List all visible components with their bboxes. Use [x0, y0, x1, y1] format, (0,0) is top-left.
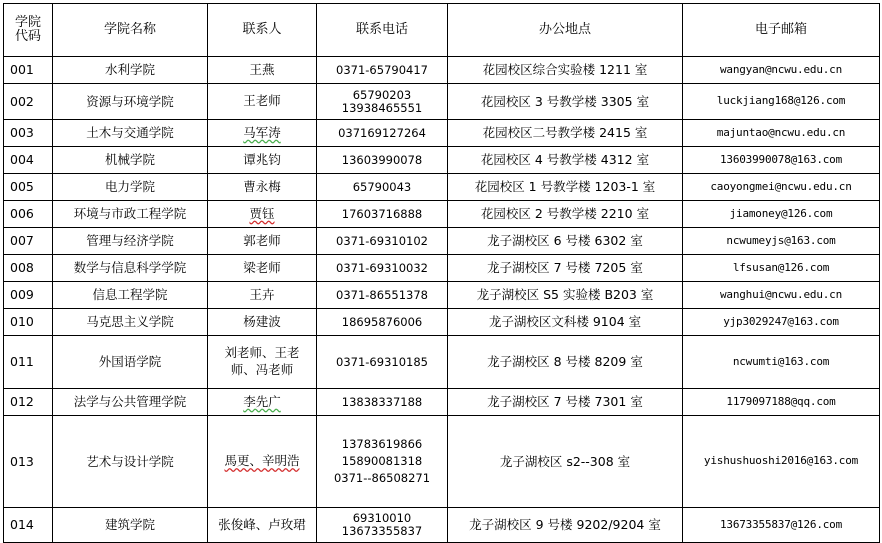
cell-email: jiamoney@126.com: [683, 201, 880, 228]
header-email: 电子邮箱: [683, 4, 880, 57]
cell-phone: 18695876006: [317, 309, 448, 336]
cell-code: 001: [4, 57, 53, 84]
cell-email: majuntao@ncwu.edu.cn: [683, 120, 880, 147]
cell-email: caoyongmei@ncwu.edu.cn: [683, 174, 880, 201]
cell-phone: 17603716888: [317, 201, 448, 228]
cell-name: 建筑学院: [53, 508, 208, 543]
cell-contact: 郭老师: [208, 228, 317, 255]
cell-code: 008: [4, 255, 53, 282]
cell-office: 花园校区 3 号教学楼 3305 室: [448, 84, 683, 120]
cell-phone: 0371-69310032: [317, 255, 448, 282]
cell-name: 电力学院: [53, 174, 208, 201]
cell-contact: 谭兆钧: [208, 147, 317, 174]
cell-office: 龙子湖校区文科楼 9104 室: [448, 309, 683, 336]
cell-contact: 张俊峰、卢玫珺: [208, 508, 317, 543]
cell-office: 龙子湖校区 7 号楼 7301 室: [448, 389, 683, 416]
cell-code: 014: [4, 508, 53, 543]
cell-email: lfsusan@126.com: [683, 255, 880, 282]
table-row: [4, 416, 880, 508]
cell-name: 机械学院: [53, 147, 208, 174]
cell-phone: 13603990078: [317, 147, 448, 174]
table-row: [4, 255, 880, 282]
cell-office: 龙子湖校区 8 号楼 8209 室: [448, 336, 683, 389]
cell-code: 007: [4, 228, 53, 255]
cell-code: 006: [4, 201, 53, 228]
cell-office: 花园校区二号教学楼 2415 室: [448, 120, 683, 147]
header-phone: 联系电话: [317, 4, 448, 57]
cell-email: ncwumeyjs@163.com: [683, 228, 880, 255]
cell-code: 009: [4, 282, 53, 309]
cell-contact: 杨建波: [208, 309, 317, 336]
cell-phone: 69310010 13673355837: [317, 508, 448, 543]
cell-office: 花园校区 4 号教学楼 4312 室: [448, 147, 683, 174]
cell-code: 005: [4, 174, 53, 201]
cell-name: 资源与环境学院: [53, 84, 208, 120]
table-row: [4, 508, 880, 543]
cell-email: luckjiang168@126.com: [683, 84, 880, 120]
cell-phone: 0371-65790417: [317, 57, 448, 84]
cell-name: 土木与交通学院: [53, 120, 208, 147]
cell-office: 龙子湖校区 S5 实验楼 B203 室: [448, 282, 683, 309]
cell-contact: 贾钰: [208, 201, 317, 228]
cell-name: 马克思主义学院: [53, 309, 208, 336]
table-row: [4, 201, 880, 228]
header-name: 学院名称: [53, 4, 208, 57]
table-row: [4, 174, 880, 201]
cell-name: 管理与经济学院: [53, 228, 208, 255]
cell-phone: 037169127264: [317, 120, 448, 147]
contact-table: [3, 3, 880, 543]
cell-phone: 0371-86551378: [317, 282, 448, 309]
header-code: 学院 代码: [4, 4, 53, 57]
cell-email: ncwumti@163.com: [683, 336, 880, 389]
cell-phone: 0371-69310185: [317, 336, 448, 389]
table-row: [4, 336, 880, 389]
cell-email: 1179097188@qq.com: [683, 389, 880, 416]
cell-office: 花园校区 2 号教学楼 2210 室: [448, 201, 683, 228]
cell-contact: 王老师: [208, 84, 317, 120]
cell-name: 水利学院: [53, 57, 208, 84]
cell-phone: 13783619866 15890081318 0371--86508271: [317, 416, 448, 508]
cell-code: 010: [4, 309, 53, 336]
cell-email: yishushuoshi2016@163.com: [683, 416, 880, 508]
cell-name: 外国语学院: [53, 336, 208, 389]
table-row: [4, 120, 880, 147]
cell-name: 信息工程学院: [53, 282, 208, 309]
cell-code: 012: [4, 389, 53, 416]
cell-office: 花园校区 1 号教学楼 1203-1 室: [448, 174, 683, 201]
header-row: [4, 4, 880, 57]
table-row: [4, 309, 880, 336]
cell-phone: 65790043: [317, 174, 448, 201]
cell-contact: 曹永梅: [208, 174, 317, 201]
cell-office: 龙子湖校区 9 号楼 9202/9204 室: [448, 508, 683, 543]
cell-email: yjp3029247@163.com: [683, 309, 880, 336]
cell-email: 13603990078@163.com: [683, 147, 880, 174]
cell-email: wanghui@ncwu.edu.cn: [683, 282, 880, 309]
table-row: [4, 57, 880, 84]
cell-code: 003: [4, 120, 53, 147]
header-office: 办公地点: [448, 4, 683, 57]
cell-phone: 65790203 13938465551: [317, 84, 448, 120]
cell-contact: 馬更、辛明浩: [208, 416, 317, 508]
table-row: [4, 147, 880, 174]
cell-name: 环境与市政工程学院: [53, 201, 208, 228]
cell-contact: 王卉: [208, 282, 317, 309]
cell-office: 龙子湖校区 s2--308 室: [448, 416, 683, 508]
cell-code: 011: [4, 336, 53, 389]
cell-name: 法学与公共管理学院: [53, 389, 208, 416]
cell-contact: 刘老师、王老 师、冯老师: [208, 336, 317, 389]
cell-contact: 李先广: [208, 389, 317, 416]
cell-email: 13673355837@126.com: [683, 508, 880, 543]
cell-code: 002: [4, 84, 53, 120]
header-contact: 联系人: [208, 4, 317, 57]
cell-code: 013: [4, 416, 53, 508]
table-row: [4, 84, 880, 120]
table-row: [4, 282, 880, 309]
cell-phone: 0371-69310102: [317, 228, 448, 255]
cell-contact: 梁老师: [208, 255, 317, 282]
cell-contact: 马军涛: [208, 120, 317, 147]
table-row: [4, 389, 880, 416]
cell-office: 龙子湖校区 7 号楼 7205 室: [448, 255, 683, 282]
cell-phone: 13838337188: [317, 389, 448, 416]
cell-office: 龙子湖校区 6 号楼 6302 室: [448, 228, 683, 255]
cell-code: 004: [4, 147, 53, 174]
cell-name: 数学与信息科学学院: [53, 255, 208, 282]
cell-email: wangyan@ncwu.edu.cn: [683, 57, 880, 84]
cell-name: 艺术与设计学院: [53, 416, 208, 508]
cell-contact: 王燕: [208, 57, 317, 84]
table-row: [4, 228, 880, 255]
cell-office: 花园校区综合实验楼 1211 室: [448, 57, 683, 84]
